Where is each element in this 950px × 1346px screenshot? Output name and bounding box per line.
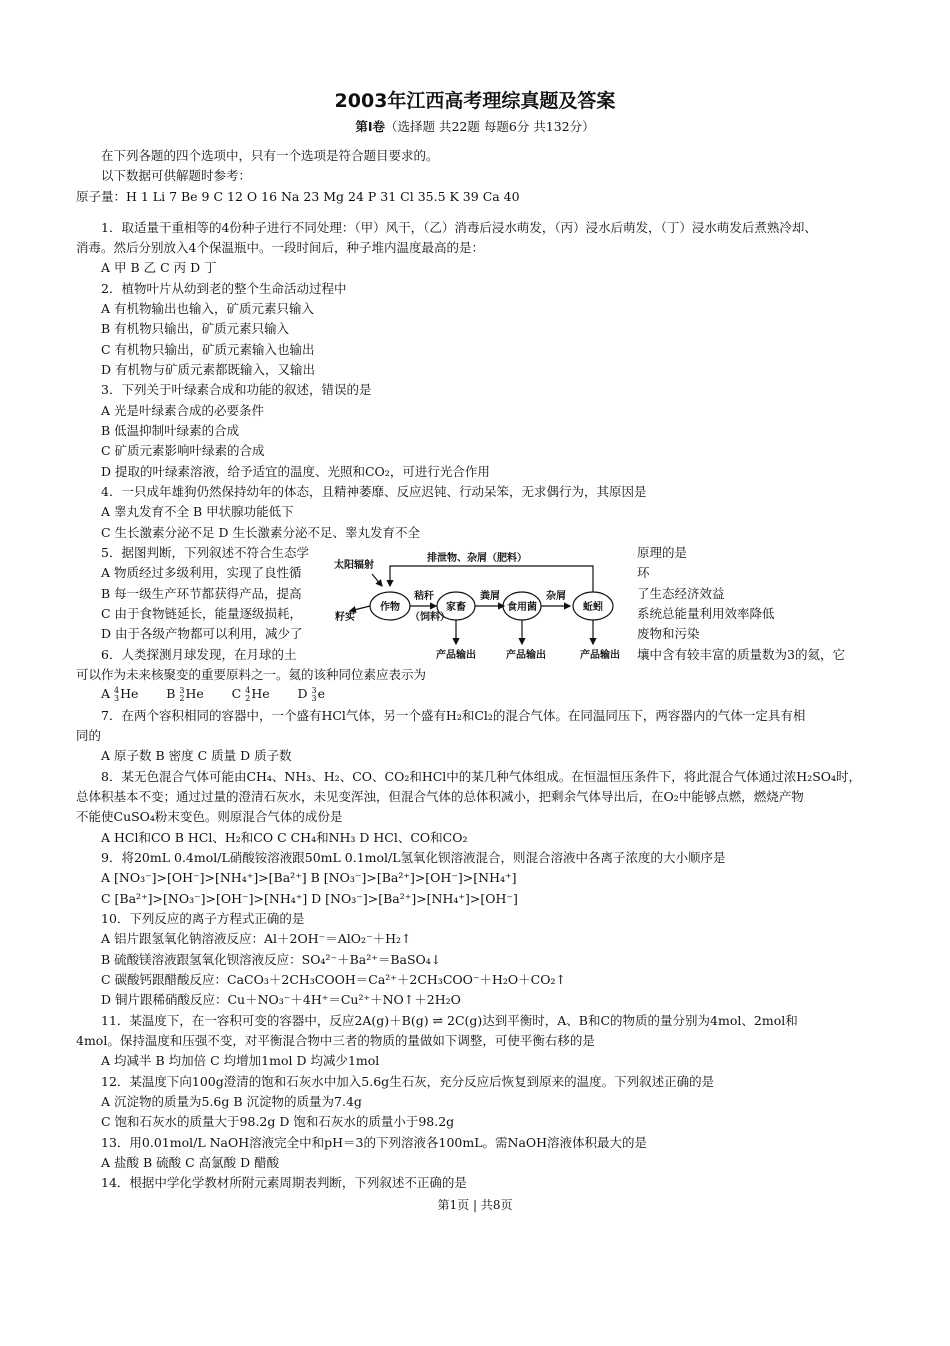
text-line: 3．下列关于叶绿素合成和功能的叙述，错误的是 [101,382,372,397]
text-line: 9．将20mL 0.4mol/L硝酸铵溶液跟50mL 0.1mol/L氢氧化钡溶液混合，则混合溶液中各离子浓度的大小顺序是 [101,850,726,865]
text-line: 了生态经济效益 [637,586,725,601]
page-title: 2003年江西高考理综真题及答案 [334,90,616,112]
atomic-number: 2 [245,693,251,703]
text-line: 8．某无色混合气体可能由CH₄、NH₃、H₂、CO、CO₂和HCl中的某几种气体组成。在恒温恒压条件下，将此混合气体通过浓H₂SO₄时， [101,769,862,784]
text-line: A 睾丸发育不全 B 甲状腺功能低下 [101,504,294,519]
text-line: C 有机物只输出，矿质元素输入也输出 [101,342,315,357]
isotope-symbol [245,687,250,703]
text-line: 7．在两个容积相同的容器中，一个盛有HCl气体，另一个盛有H₂和Cl₂的混合气体。在同温同压下，两容器内的气体一定具有相 [101,708,806,723]
text-line: D 由于各级产物都可以利用，减少了 [101,626,303,641]
text-line: 10．下列反应的离子方程式正确的是 [101,911,305,926]
element-symbol: He [251,686,270,701]
text-line: 可以作为未来核聚变的重要原料之一。氦的该种同位素应表示为 [76,667,427,682]
element-symbol: e [317,686,325,701]
text-line: 在下列各题的四个选项中，只有一个选项是符合题目要求的。 [101,148,439,163]
crop-label: 作物 [380,602,400,613]
part-detail: （选择题 共22题 每题6分 共132分） [385,119,595,134]
text-line: A 原子数 B 密度 C 质量 D 质子数 [101,748,292,763]
sun-arrow [372,574,382,586]
top-label: 排泄物、杂屑（肥料） [427,553,527,564]
text-line: 6．人类探测月球发现，在月球的土 [101,647,297,662]
text-line: 1．取适量干重相等的4份种子进行不同处理：（甲）风干，（乙）消毒后浸水萌发，（丙）浸水后萌发，（丁）浸水萌发后煮熟冷却、 [101,220,817,235]
text-line: 4mol。保持温度和压强不变，对平衡混合物中三者的物质的量做如下调整，可使平衡右移的是 [76,1033,595,1048]
top-loop-line [390,566,593,592]
element-symbol: He [120,686,139,701]
manure-label: 粪屑 [480,591,500,602]
text-line: A 沉淀物的质量为5.6g B 沉淀物的质量为7.4g [101,1094,362,1109]
text-line: A [NO₃⁻]>[OH⁻]>[NH₄⁺]>[Ba²⁺] B [NO₃⁻]>[Ba²⁺]>[OH⁻]>[NH₄⁺] [101,870,517,885]
atomic-number: 2 [179,693,185,703]
page-footer: 第1页 | 共8页 [437,1198,513,1212]
text-line: 同的 [76,728,102,743]
text-line: 2．植物叶片从幼到老的整个生命活动过程中 [101,281,347,296]
text-line: C 饱和石灰水的质量大于98.2g D 饱和石灰水的质量小于98.2g [101,1114,455,1129]
text-line: D 提取的叶绿素溶液，给予适宜的温度、光照和CO₂，可进行光合作用 [101,464,490,479]
livestock-label: 家畜 [446,602,466,613]
atomic-number: 3 [311,693,317,703]
output-label: 产品输出 [506,650,546,661]
text-line: A 有机物输出也输入，矿质元素只输入 [101,301,315,316]
mushroom-label: 食用菌 [507,602,537,613]
text-line: C 碳酸钙跟醋酸反应：CaCO₃＋2CH₃COOH＝Ca²⁺＋2CH₃COO⁻＋H₂O＋CO₂↑ [101,972,566,987]
output-label: 产品输出 [436,650,476,661]
text-line: 总体积基本不变；通过过量的澄清石灰水，未见变浑浊，但混合气体的总体积减小，把剩余气体导出后，在O₂中能够点燃，燃烧产物 [76,789,804,804]
text-line: C 由于食物链延长，能量逐级损耗， [101,606,303,621]
text-line: 13．用0.01mol/L NaOH溶液完全中和pH＝3的下列溶液各100mL。需NaOH溶液体积最大的是 [101,1135,648,1150]
part-label: 第Ⅰ卷 [355,119,385,134]
output-label: 产品输出 [580,650,620,661]
isotope-symbol [179,687,184,703]
isotope-symbol [114,687,119,703]
text-line: D 铜片跟稀硝酸反应：Cu＋NO₃⁻＋4H⁺＝Cu²⁺＋NO↑＋2H₂O [101,992,461,1007]
feed-label: （饲料） [410,612,450,623]
text-line: 系统总能量利用效率降低 [637,606,775,621]
option-label: D [297,686,308,701]
atomic-number: 3 [114,693,120,703]
sun-label: 太阳辐射 [334,560,374,571]
seeds-label: 籽实 [335,612,355,623]
earthworm-label: 蚯蚓 [583,602,603,613]
text-line: B 每一级生产环节都获得产品，提高 [101,586,302,601]
option-label: C [231,686,242,701]
text-line: 环 [637,565,650,580]
text-line: C 矿质元素影响叶绿素的合成 [101,443,265,458]
isotope-symbol [311,687,316,703]
section-subtitle [0,117,950,135]
ecosystem-diagram [332,548,634,662]
q6-options [101,686,325,703]
text-line: B 有机物只输出，矿质元素只输入 [101,321,290,336]
debris-label: 杂屑 [546,591,566,602]
text-line: 5．据图判断，下列叙述不符合生态学 [101,545,309,560]
text-line: 以下数据可供解题时参考： [101,168,252,183]
text-line: B 硫酸镁溶液跟氢氧化钡溶液反应：SO₄²⁻＋Ba²⁺＝BaSO₄↓ [101,952,442,967]
option-label: A [101,686,111,701]
mass-number: 3 [179,685,185,695]
text-line: 原理的是 [637,545,688,560]
text-line: 12．某温度下向100g澄清的饱和石灰水中加入5.6g生石灰，充分反应后恢复到原来的温度。下列叙述正确的是 [101,1074,715,1089]
text-line: A HCl和CO B HCl、H₂和CO C CH₄和NH₃ D HCl、CO和CO₂ [101,830,468,845]
straw-label: 秸秆 [414,591,434,602]
element-symbol: He [185,686,204,701]
text-line: 壤中含有较丰富的质量数为3的氦，它 [637,647,845,662]
text-line: B 低温抑制叶绿素的合成 [101,423,240,438]
mass-number: 3 [311,685,317,695]
text-line: 废物和污染 [637,626,700,641]
text-line: A 均减半 B 均加倍 C 均增加1mol D 均减少1mol [101,1053,380,1068]
text-line: A 盐酸 B 硫酸 C 高氯酸 D 醋酸 [101,1155,280,1170]
text-line: C [Ba²⁺]>[NO₃⁻]>[OH⁻]>[NH₄⁺] D [NO₃⁻]>[Ba²⁺]>[NH₄⁺]>[OH⁻] [101,891,518,906]
text-line: 4．一只成年雄狗仍然保持幼年的体态，且精神萎靡、反应迟钝、行动呆笨，无求偶行为，其原因是 [101,484,647,499]
text-line: 11．某温度下，在一容积可变的容器中，反应2A(g)＋B(g) ⇌ 2C(g)达到平衡时，A、B和C的物质的量分别为4mol、2mol和 [101,1013,798,1028]
mass-number: 4 [245,685,251,695]
text-line: A 铝片跟氢氧化钠溶液反应：Al＋2OH⁻＝AlO₂⁻＋H₂↑ [101,931,412,946]
text-line: 不能使CuSO₄粉末变色。则原混合气体的成份是 [76,809,343,824]
text-line: 消毒。然后分别放入4个保温瓶中。一段时间后，种子堆内温度最高的是： [76,240,484,255]
text-line: C 生长激素分泌不足 D 生长激素分泌不足、睾丸发育不全 [101,525,421,540]
text-line: A 甲 B 乙 C 丙 D 丁 [101,260,217,275]
text-line: D 有机物与矿质元素都既输入，又输出 [101,362,315,377]
mass-number: 4 [114,685,120,695]
text-line: 14．根据中学化学教材所附元素周期表判断，下列叙述不正确的是 [101,1175,467,1190]
option-label: B [166,686,176,701]
text-line: 原子量：H 1 Li 7 Be 9 C 12 O 16 Na 23 Mg 24 P 31 Cl 35.5 K 39 Ca 40 [76,189,520,204]
crop-to-seeds-arrow [350,606,370,611]
text-line: A 物质经过多级利用，实现了良性循 [101,565,302,580]
text-line: A 光是叶绿素合成的必要条件 [101,403,265,418]
